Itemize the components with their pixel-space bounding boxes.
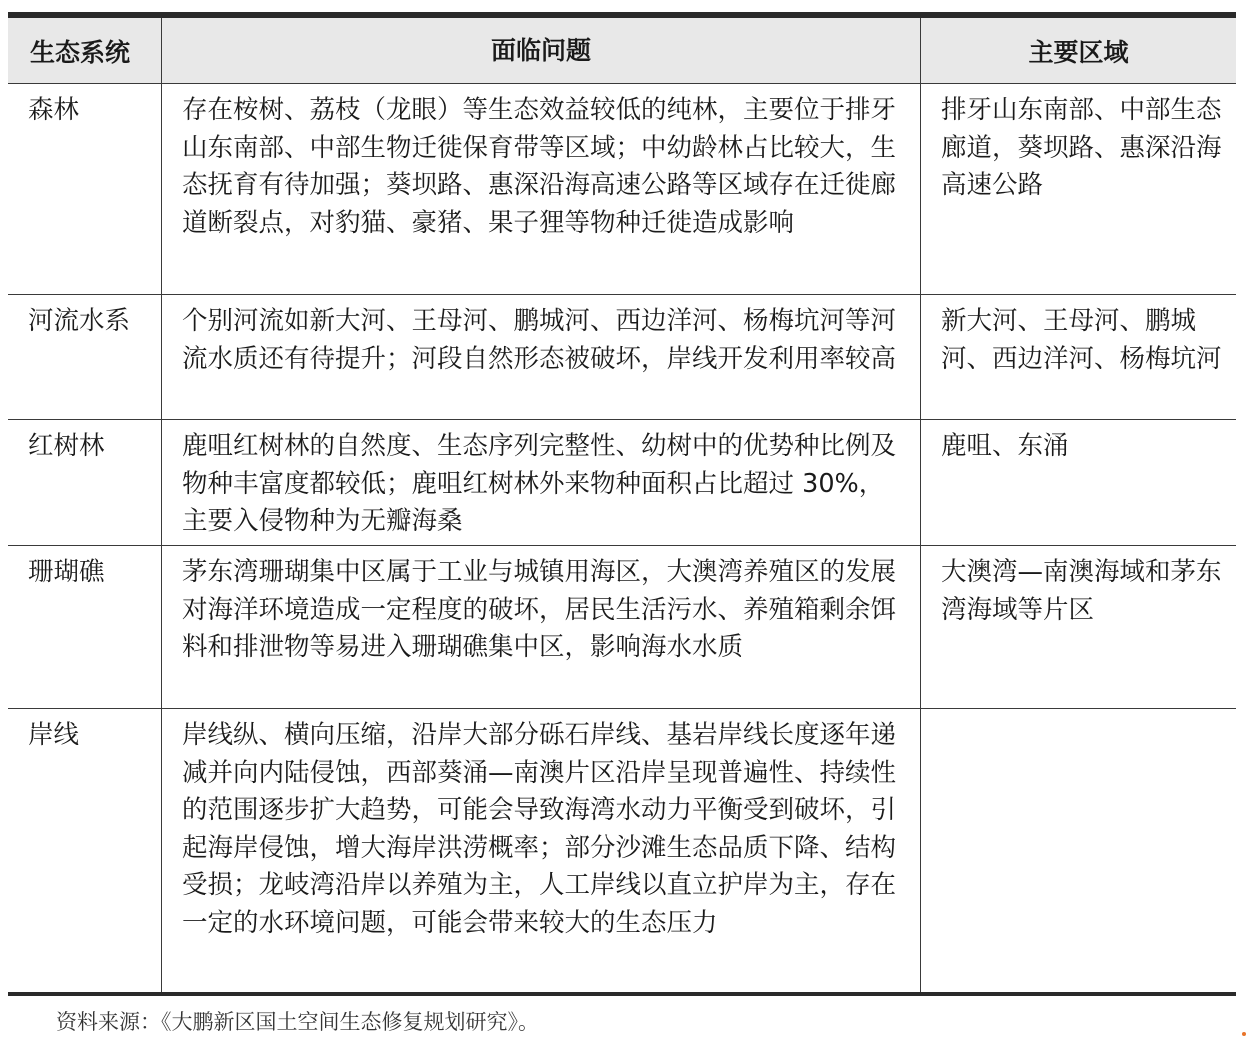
cell-system: 岸线 [28,720,80,750]
cell-area: 大澳湾—南澳海域和茅东湾海域等片区 [941,557,1222,625]
corner-dot [1242,1032,1246,1036]
table-row [8,420,1236,546]
cell-area: 排牙山东南部、中部生态廊道，葵坝路、惠深沿海高速公路 [941,95,1222,200]
table-row [8,546,1236,709]
cell-area [921,709,1236,992]
cell-area: 新大河、王母河、鹏城河、西边洋河、杨梅坑河 [941,306,1222,374]
cell-problem: 鹿咀红树林的自然度、生态序列完整性、幼树中的优势种比例及物种丰富度都较低；鹿咀红树林外来物种面积占比超过 30%，主要入侵物种为无瓣海桑 [161,420,921,545]
source-note: 资料来源：《大鹏新区国土空间生态修复规划研究》。 [56,1010,539,1034]
header-area: 主要区域 [1028,37,1129,67]
cell-problem: 岸线纵、横向压缩，沿岸大部分砾石岸线、基岩岸线长度逐年递减并向内陆侵蚀，西部葵涌—南澳片区沿岸呈现普遍性、持续性的范围逐步扩大趋势，可能会导致海湾水动力平衡受到破坏，引起海岸侵蚀，增大海岸洪涝概率；部分沙滩生态品质下降、结构受损；龙岐湾沿岸以养殖为主，人工岸线以直立护岸为主，存在一定的水环境问题，可能会带来较大的生态压力 [161,709,921,992]
header-system: 生态系统 [30,37,131,67]
cell-problem: 存在桉树、荔枝（龙眼）等生态效益较低的纯林，主要位于排牙山东南部、中部生物迁徙保育带等区域；中幼龄林占比较大，生态抚育有待加强；葵坝路、惠深沿海高速公路等区域存在迁徙廊道断裂点，对豹猫、豪猪、果子狸等物种迁徙造成影响 [161,84,921,294]
table-header-row [8,18,1236,84]
cell-system: 森林 [28,95,80,125]
cell-system: 河流水系 [28,306,131,336]
table-row [8,295,1236,420]
cell-problem: 茅东湾珊瑚集中区属于工业与城镇用海区，大澳湾养殖区的发展对海洋环境造成一定程度的破坏，居民生活污水、养殖箱剩余饵料和排泄物等易进入珊瑚礁集中区，影响海水水质 [161,546,921,708]
header-problem: 面临问题 [161,18,921,83]
table-row [8,709,1236,992]
cell-problem: 个别河流如新大河、王母河、鹏城河、西边洋河、杨梅坑河等河流水质还有待提升；河段自然形态被破坏，岸线开发利用率较高 [161,295,921,419]
cell-area: 鹿咀、东涌 [941,431,1069,461]
cell-system: 珊瑚礁 [28,557,105,587]
table-row [8,84,1236,295]
cell-system: 红树林 [28,431,105,461]
ecosystem-table [8,12,1236,996]
